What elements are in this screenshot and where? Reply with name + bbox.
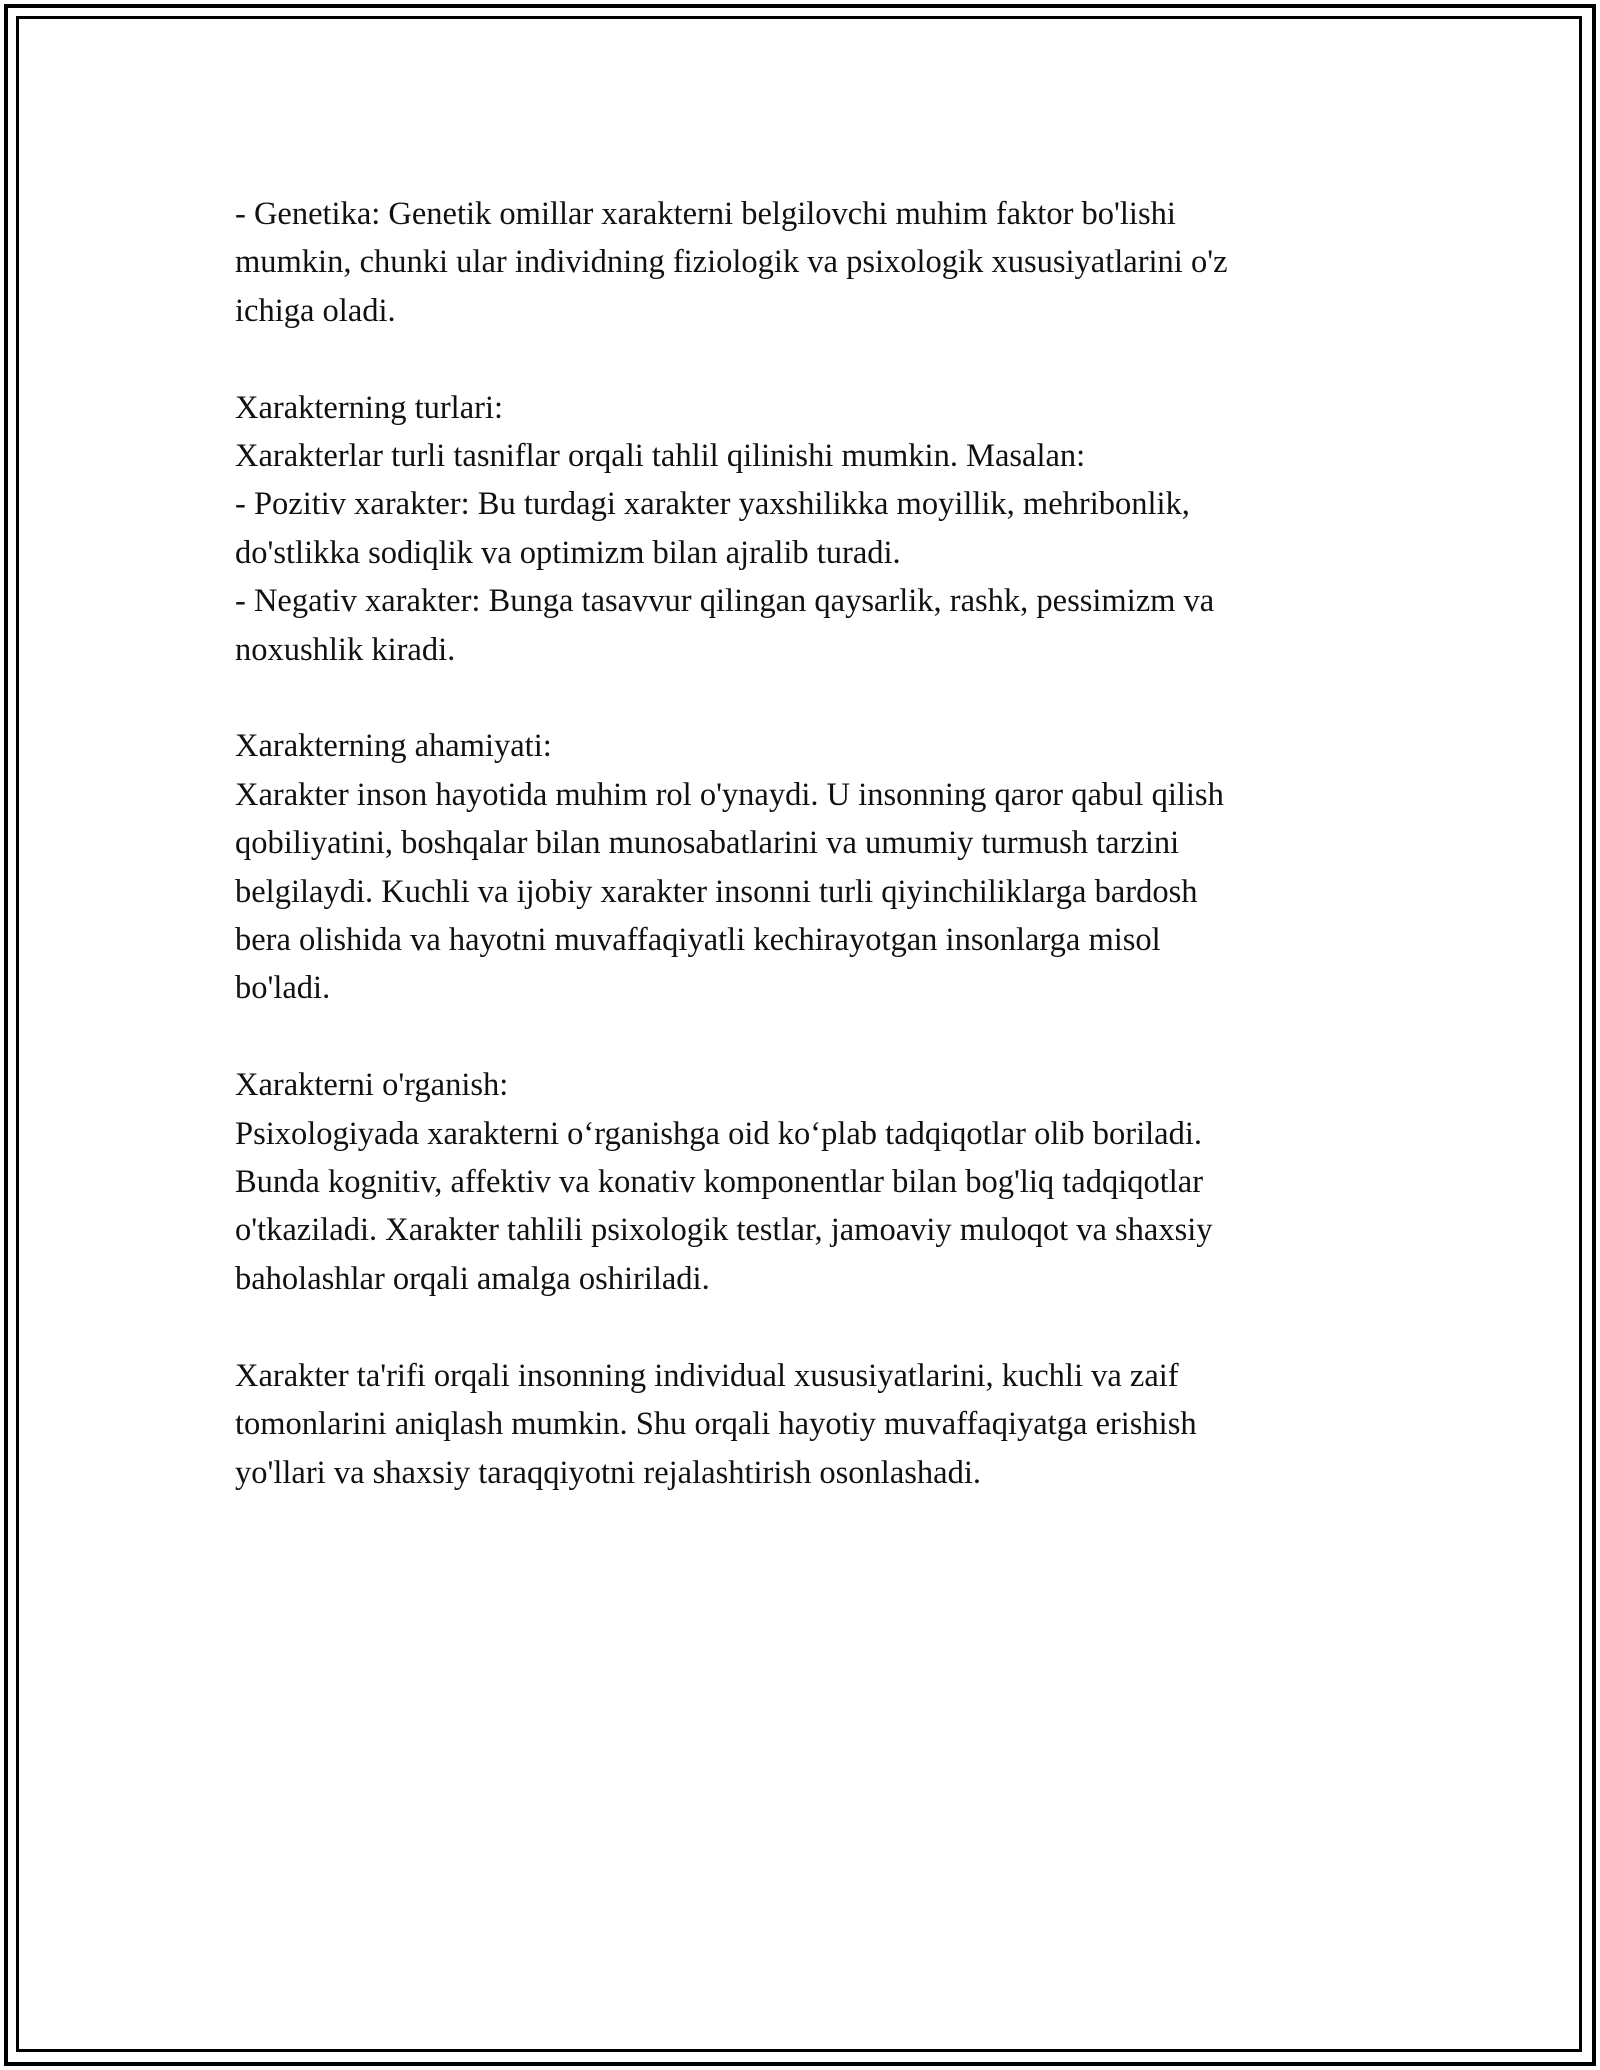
paragraph-gap bbox=[235, 335, 1415, 383]
paragraph-xarakterni-organish: Xarakterni o'rganish: Psixologiyada xarakterni o‘rganishga oid ko‘plab tadqiqotlar olib boriladi. Bunda kognitiv, affektiv va konativ komponentlar bilan bog'liq tadqiqotlar o'tkaziladi. Xarakter tahlili psixologik testlar, jamoaviy muloqot va shaxsiy baholashlar orqali amalga oshiriladi. bbox=[235, 1067, 1213, 1297]
paragraph-gap bbox=[235, 674, 1415, 722]
paragraph-gap bbox=[235, 1303, 1415, 1351]
paragraph-xarakter-turlari: Xarakterning turlari: Xarakterlar turli tasniflar orqali tahlil qilinishi mumkin. Masalan: - Pozitiv xarakter: Bu turdagi xarakter yaxshilikka moyillik, mehribonlik, do'stlikka sodiqlik va optimizm bilan ajralib turadi. - Negativ xarakter: Bunga tasavvur qilingan qaysarlik, rashk, pessimizm va noxushlik kiradi. bbox=[235, 389, 1215, 668]
document-body bbox=[235, 190, 1415, 1497]
paragraph-xarakter-tarifi: Xarakter ta'rifi orqali insonning individual xususiyatlarini, kuchli va zaif tomonlarini aniqlash mumkin. Shu orqali hayotiy muvaffaqiyatga erishish yo'llari va shaxsiy taraqqiyotni rejalashtirish osonlashadi. bbox=[235, 1357, 1197, 1491]
paragraph-xarakter-ahamiyati: Xarakterning ahamiyati: Xarakter inson hayotida muhim rol o'ynaydi. U insonning qaror qabul qilish qobiliyatini, boshqalar bilan munosabatlarini va umumiy turmush tarzini belgilaydi. Kuchli va ijobiy xarakter insonni turli qiyinchiliklarga bardosh bera olishida va hayotni muvaffaqiyatli kechirayotgan insonlarga misol bo'ladi. bbox=[235, 728, 1224, 1007]
paragraph-genetika: - Genetika: Genetik omillar xarakterni belgilovchi muhim faktor bo'lishi mumkin, chunki ular individning fiziologik va psixologik xususiyatlarini o'z ichiga oladi. bbox=[235, 196, 1228, 329]
paragraph-gap bbox=[235, 1013, 1415, 1061]
